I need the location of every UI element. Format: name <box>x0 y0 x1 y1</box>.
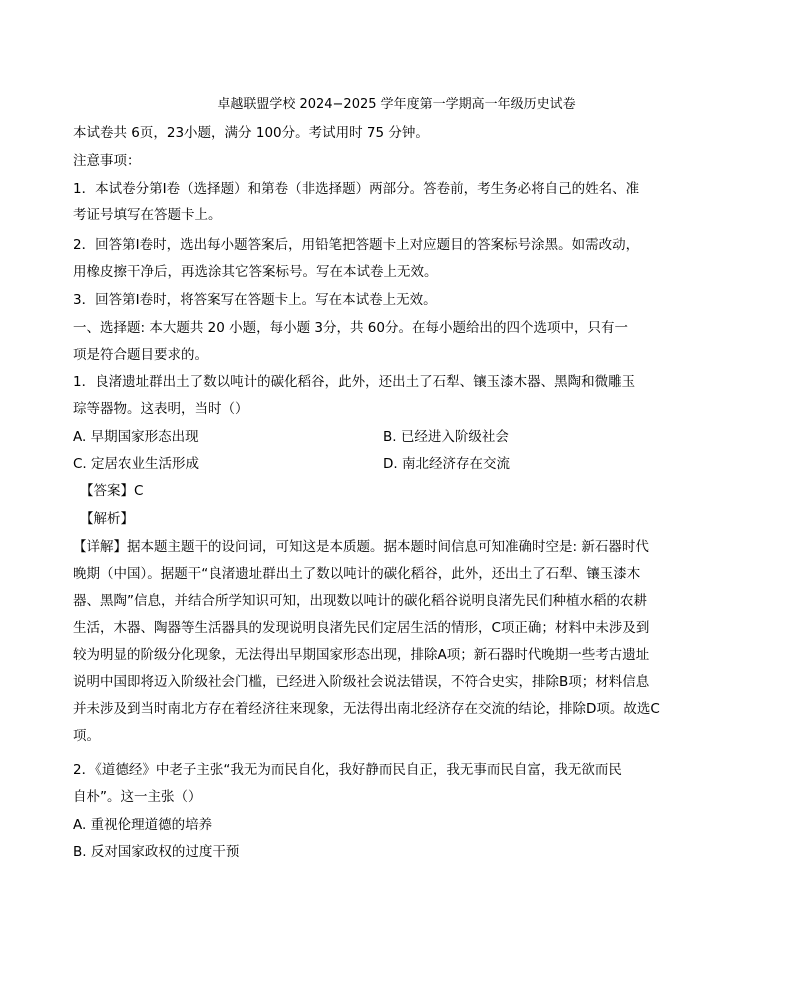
question-1-stem-line-1: 1．良渚遗址群出土了数以吨计的碳化稻谷，此外，还出土了石犁、镶玉漆木器、黑陶和微雕玉 <box>73 374 636 390</box>
question-2-option-b: B. 反对国家政权的过度干预 <box>73 844 240 860</box>
question-1-stem-line-2: 琮等器物。这表明，当时（） <box>73 401 249 417</box>
question-1-option-d: D. 南北经济存在交流 <box>383 456 510 472</box>
exam-title: 卓越联盟学校 2024−2025 学年度第一学期高一年级历史试卷 <box>217 97 576 112</box>
notice-item-3: 3．回答第Ⅰ卷时，将答案写在答题卡上。写在本试卷上无效。 <box>73 292 437 308</box>
question-1-detail-line-6: 说明中国即将迈入阶级社会门槛，已经进入阶级社会说法错误，不符合史实，排除B项；材料信息 <box>73 674 650 690</box>
question-1-detail-line-8: 项。 <box>73 728 100 744</box>
question-1-analysis-heading: 【解析】 <box>80 511 134 527</box>
question-1-option-a: A. 早期国家形态出现 <box>73 429 199 445</box>
notice-item-2-line-2: 用橡皮擦干净后，再选涂其它答案标号。写在本试卷上无效。 <box>73 264 438 280</box>
question-1-detail-line-4: 生活，木器、陶器等生活器具的发现说明良渚先民们定居生活的情形，C项正确；材料中未涉及到 <box>73 620 650 636</box>
notice-item-1-line-2: 考证号填写在答题卡上。 <box>73 207 222 223</box>
section-heading-line-1: 一、选择题: 本大题共 20 小题，每小题 3分，共 60分。在每小题给出的四个选项中，只有一 <box>73 320 628 336</box>
question-1-answer: 【答案】C <box>80 483 144 499</box>
question-1-detail-line-3: 器、黑陶”信息，并结合所学知识可知，出现数以吨计的碳化稻谷说明良渚先民们种植水稻的农耕 <box>73 593 647 609</box>
question-1-detail-line-2: 晚期（中国）。据题干“良渚遗址群出土了数以吨计的碳化稻谷，此外，还出土了石犁、镶玉漆木 <box>73 566 641 582</box>
question-2-option-a: A. 重视伦理道德的培养 <box>73 817 213 833</box>
question-1-detail-line-1: 【详解】据本题主题干的设问词，可知这是本质题。据本题时间信息可知准确时空是: 新石器时代 <box>73 539 649 555</box>
notice-item-2-line-1: 2．回答第Ⅰ卷时，选出每小题答案后，用铅笔把答题卡上对应题目的答案标号涂黑。如需改动， <box>73 237 640 253</box>
question-2-stem-line-1: 2．《道德经》中老子主张“我无为而民自化，我好静而民自正，我无事而民自富，我无欲而民 <box>73 762 622 778</box>
question-1-option-c: C. 定居农业生活形成 <box>73 456 200 472</box>
question-1-detail-line-7: 并未涉及到当时南北方存在着经济往来现象，无法得出南北经济存在交流的结论，排除D项。故选C <box>73 701 660 717</box>
exam-intro: 本试卷共 6页，23小题，满分 100分。考试用时 75 分钟。 <box>73 125 429 141</box>
section-heading-line-2: 项是符合题目要求的。 <box>73 347 208 363</box>
notice-heading: 注意事项： <box>73 153 141 169</box>
question-1-detail-line-5: 较为明显的阶级分化现象，无法得出早期国家形态出现，排除A项；新石器时代晚期一些考古遗址 <box>73 647 650 663</box>
question-2-stem-line-2: 自朴”。这一主张（） <box>73 789 202 805</box>
question-1-option-b: B. 已经进入阶级社会 <box>383 429 509 445</box>
notice-item-1-line-1: 1．本试卷分第Ⅰ卷（选择题）和第卷（非选择题）两部分。答卷前，考生务必将自己的姓名、准 <box>73 181 640 197</box>
